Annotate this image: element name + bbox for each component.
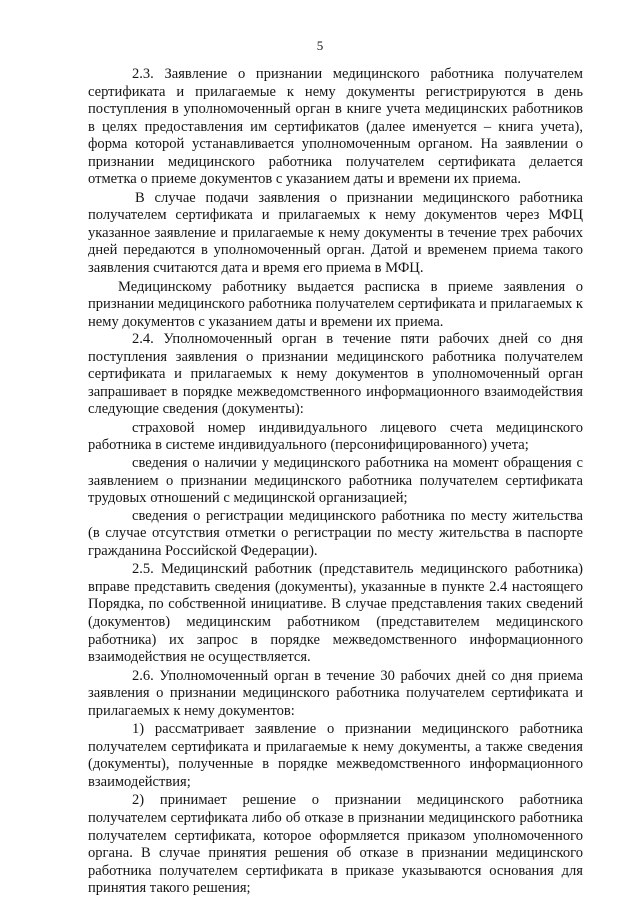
paragraph-2-3: 2.3. Заявление о признании медицинского работника получателем сертификата и прилагаемые к нему документы регистрируются в день поступления в уполномоченный орган в книге учета медицинских работников в целях предоставления им сертификатов (далее именуется – книга учета), форма которой устанавливается уполномоченным органом. На заявлении о признании медицинского работника получателем сертификата делается отметка о приеме документов с указанием даты и времени их приема.	[88, 66, 583, 188]
page-number: 5	[316, 38, 324, 53]
document-body	[88, 66, 583, 898]
list-item-registration: сведения о регистрации медицинского работника по месту жительства (в случае отсутствия отметки о регистрации по месту жительства в паспорте гражданина Российской Федерации).	[88, 507, 583, 559]
paragraph-2-4: 2.4. Уполномоченный орган в течение пяти рабочих дней со дня поступления заявления о признании медицинского работника получателем сертификата и прилагаемых к нему документов в уполномоченный орган запрашивает в порядке межведомственного информационного взаимодействия следующие сведения (документы):	[88, 331, 583, 418]
paragraph-2-5: 2.5. Медицинский работник (представитель медицинского работника) вправе представить сведения (документы), указанные в пункте 2.4 настоящего Порядка, по собственной инициативе. В случае представления таких сведений (документов) медицинским работником (представителем медицинского работника) их запрос в порядке межведомственного информационного взаимодействия не осуществляется.	[88, 561, 583, 666]
paragraph-receipt: Медицинскому работнику выдается расписка в приеме заявления о признании медицинского работника получателем сертификата и прилагаемых к нему документов с указанием даты и времени их приема.	[88, 278, 583, 330]
paragraph-2-6: 2.6. Уполномоченный орган в течение 30 рабочих дней со дня приема заявления о признании медицинского работника получателем сертификата и прилагаемых к нему документов:	[88, 667, 583, 719]
list-item-1: 1) рассматривает заявление о признании медицинского работника получателем сертификата и прилагаемые к нему документы, а также сведения (документы), полученные в порядке межведомственного информационного взаимодействия;	[88, 721, 583, 790]
list-item-employment: сведения о наличии у медицинского работника на момент обращения с заявлением о признании медицинского работника получателем сертификата трудовых отношений с медицинской организацией;	[88, 455, 583, 507]
paragraph-mfc-submission: В случае подачи заявления о признании медицинского работника получателем сертификата и прилагаемых к нему документов через МФЦ указанное заявление и прилагаемые к нему документы в течение трех рабочих дней передаются в уполномоченный орган. Датой и временем приема такого заявления считаются дата и время его приема в МФЦ.	[88, 189, 583, 277]
list-item-2: 2) принимает решение о признании медицинского работника получателем сертификата либо об отказе в признании медицинского работника получателем сертификата, которое оформляется приказом уполномоченного органа. В случае принятия решения об отказе в признании медицинского работника получателем сертификата в приказе указываются основания для принятия такого решения;	[88, 792, 583, 897]
list-item-snils: страховой номер индивидуального лицевого счета медицинского работника в системе индивидуального (персонифицированного) учета;	[88, 419, 583, 454]
